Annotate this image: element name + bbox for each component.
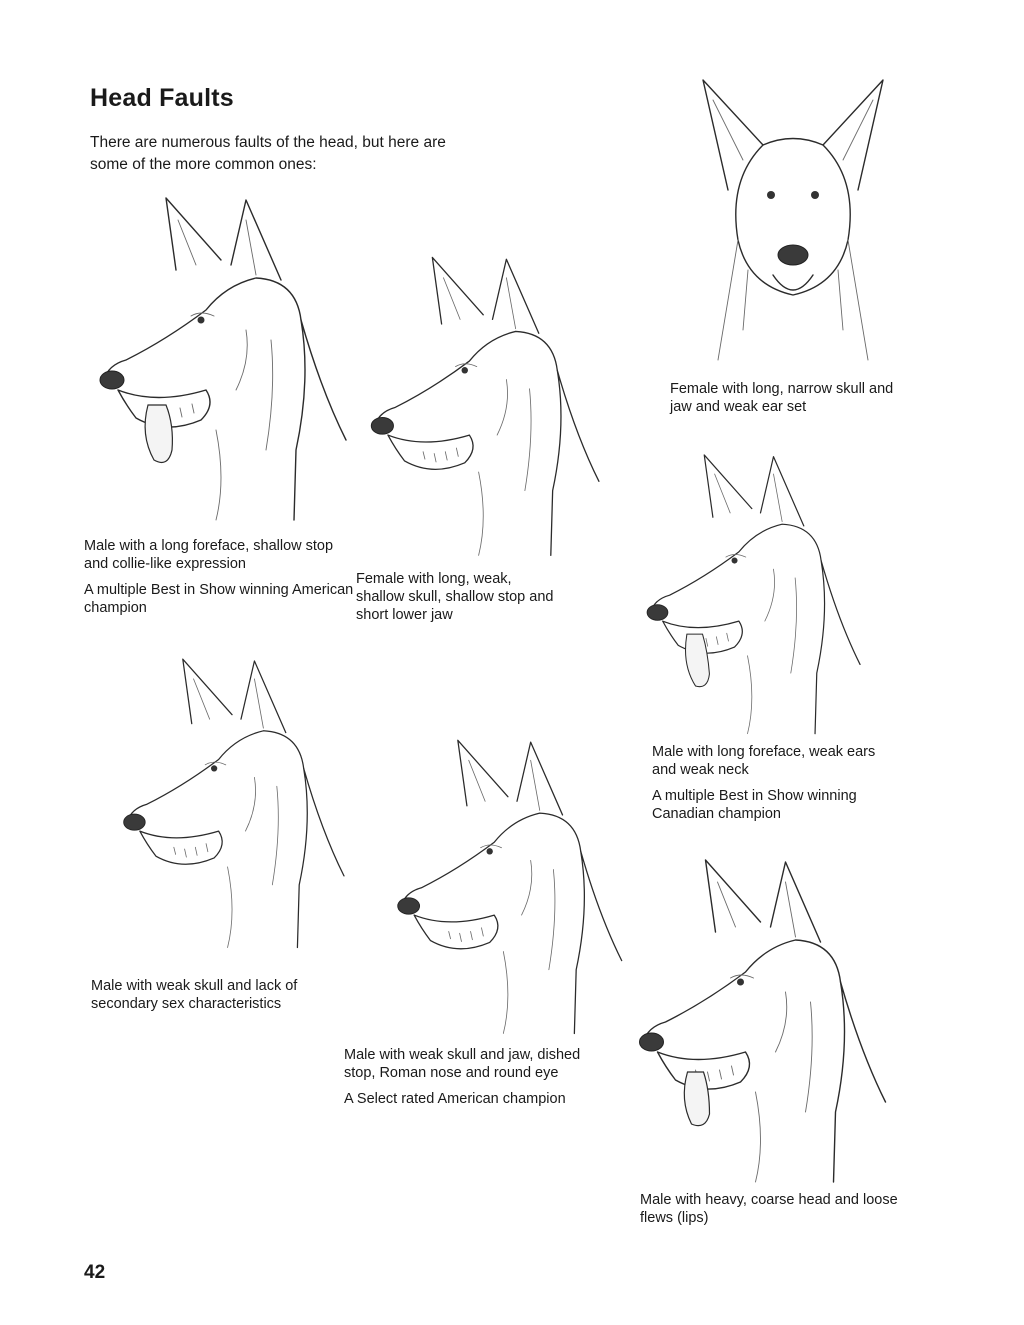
figure-caption-3: Female with long, narrow skull and jaw and weak ear set bbox=[670, 381, 894, 415]
dog-head-profile-drawing-icon bbox=[96, 190, 366, 525]
intro-text: There are numerous faults of the head, but here are some of the more common ones: bbox=[90, 134, 446, 173]
dog-head-profile-drawing-icon bbox=[618, 448, 903, 738]
figure-caption-7: Male with heavy, coarse head and loose flews (lips) bbox=[640, 1192, 898, 1226]
dog-head-profile-drawing-icon bbox=[382, 733, 652, 1038]
figure-caption-2: Female with long, weak, shallow skull, shallow stop and short lower jaw bbox=[356, 571, 554, 623]
dog-head-profile-drawing-icon bbox=[96, 652, 386, 952]
figure-caption-6: Male with weak skull and jaw, dished stop, Roman nose and round eye A Select rated American champion bbox=[344, 1047, 581, 1107]
dog-head-profile-drawing-icon bbox=[628, 852, 913, 1187]
dog-head-profile-drawing-icon bbox=[345, 250, 640, 560]
figure-caption-4: Male with long foreface, weak ears and weak neck A multiple Best in Show winning Canadian champion bbox=[652, 744, 876, 822]
page-number: 42 bbox=[84, 1262, 106, 1283]
figure-caption-1: Male with a long foreface, shallow stop and collie-like expression A multiple Best in Show winning American champion bbox=[84, 538, 354, 616]
figure-caption-5: Male with weak skull and lack of secondary sex characteristics bbox=[91, 978, 298, 1012]
dog-head-frontal-drawing-icon bbox=[668, 70, 918, 370]
page-title: Head Faults bbox=[90, 84, 234, 112]
